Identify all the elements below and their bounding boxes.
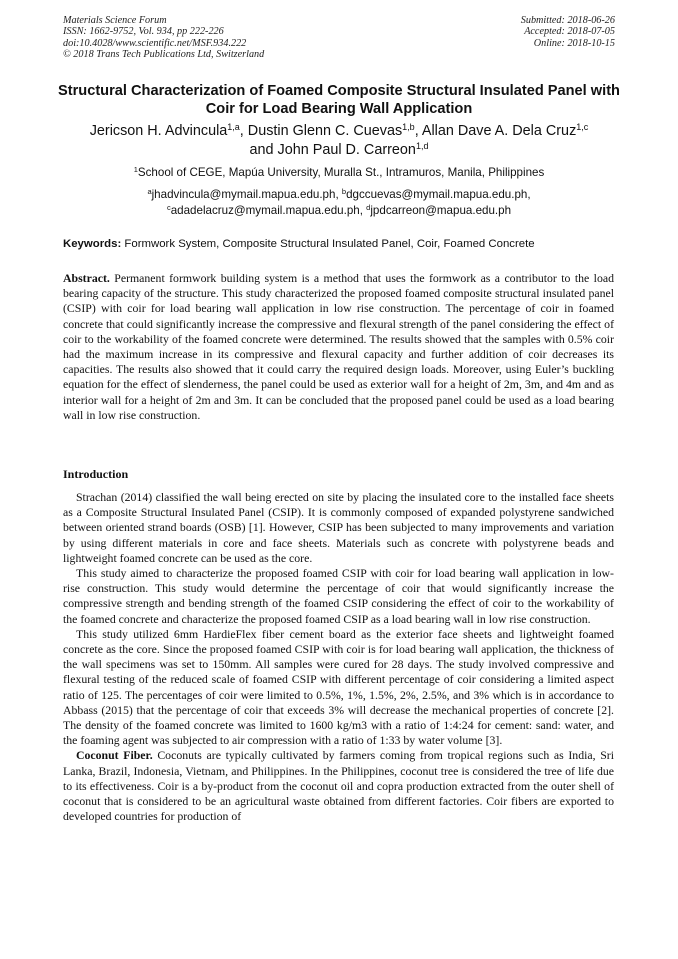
abstract-text: Permanent formwork building system is a method that uses the formwork as a contributor to the load bearing capacity of the structure. This study characterized the proposed foamed composite structural insulated panel (CSIP) with coir for load bearing wall application in low rise construction. The percentage of coir in foamed concrete that could significantly increase the compressive and flexural strength of the panel considering the effect of coir to the workability of the foamed concrete were determined. The results showed that the samples with 0.5% coir had the maximum increase in its compressive and flexural capacity and further addition of coir decreases its capacities. The results also showed that it could carry the required design loads. Moreover, using Euler’s buckling equation for the effect of slenderness, the panel could be used as exterior wall for a height of 2m, 3m, and 4m and as interior wall for a height of 2m and 3m. It can be concluded that the proposed panel could be used as a load bearing wall in low rise construction. (63, 271, 614, 422)
paragraph: Strachan (2014) classified the wall being erected on site by placing the insulated core to the installed face sheets as a Composite Structural Insulated Panel (CSIP). It is commonly composed of expanded polystyrene sandwiched between oriented strand boards (OSB) [1]. However, CSIP has been subjected to many improvements and variation by using different materials in core and face sheets. Materials such as concrete with polystyrene beads and lightweight foamed concrete can be used as the core. (63, 490, 614, 565)
section-heading-introduction: Introduction (63, 467, 129, 481)
author-name: Jericson H. Advincula (89, 123, 228, 139)
keywords-label: Keywords: (63, 238, 122, 250)
journal-doi: doi:10.4028/www.scientific.net/MSF.934.222 (63, 37, 247, 49)
online-date: Online: 2018-10-15 (533, 37, 615, 49)
author-affiliation-mark: 1,a (227, 122, 240, 132)
journal-copyright: © 2018 Trans Tech Publications Ltd, Switzerland (63, 49, 265, 61)
journal-issn: ISSN: 1662-9752, Vol. 934, pp 222-226 (63, 26, 224, 38)
author-emails: $^a$jhadvincula@mymail.mapua.edu.ph, $^b$dgccuevas@mymail.mapua.edu.ph, $^c$adadelacruz@mymail.mapua.edu.ph, $^d$jpdcarreon@mapua.edu.ph (147, 187, 531, 217)
journal-info (63, 15, 264, 61)
paragraph: This study utilized 6mm HardieFlex fiber cement board as the exterior face sheets and lightweight foamed concrete as the core. Since the proposed foamed CSIP with coir is for load bearing wall application, the thickness of the wall specimens was set to 150mm. All samples were cured for 28 days. The study involved compressive and flexural testing of the reduced scale of foamed CSIP with different percentage of coir considering a limited aspect ratio of 125. The percentages of coir were limited to 0.5%, 1%, 1.5%, 2%, 2.5%, and 3% which is in accordance to Abbass (2015) that the percentage of coir that exceeds 3% will decrease the mechanical properties of concrete [2]. The density of the foamed concrete was limited to 1600 kg/m3 with a ratio of 1:4:24 for cement: sand: water, and the foaming agent was subjected to air compression with a ratio of 1:33 by water volume [3]. (63, 626, 614, 748)
author-affiliation-mark: 1,b (402, 122, 415, 132)
paper-title: Structural Characterization of Foamed Composite Structural Insulated Panel with Coir for Load Bearing Wall Application (58, 83, 620, 117)
email-link[interactable]: dgccuevas@mymail.mapua.edu.ph, (346, 188, 531, 201)
submitted-date: Submitted: 2018-06-26 (520, 15, 615, 26)
author-name: and John Paul D. Carreon (249, 142, 416, 158)
introduction-body (63, 490, 614, 824)
email-link[interactable]: adadelacruz@mymail.mapua.edu.ph, (170, 203, 367, 217)
keywords-text: Formwork System, Composite Structural Insulated Panel, Coir, Foamed Concrete (121, 238, 535, 250)
accepted-date: Accepted: 2018-07-05 (524, 26, 615, 38)
coconut-fiber-paragraph: Coconut Fiber. Coconuts are typically cultivated by farmers coming from tropical regions such as India, Sri Lanka, Brazil, Indonesia, Vietnam, and Philippines. In the Philippines, coconut tree is considered the tree of life due to its effectiveness. Coir is a by-product from the coconut oil and copra production extracted from the outer shell of coconut that is considered to be an agricultural waste obtained from different factories. Coir fibers are exported to developed countries for production of (63, 748, 614, 824)
paragraph: This study aimed to characterize the proposed foamed CSIP with coir for load bearing wall application in low-rise construction. This study would determine the percentage of coir that would significantly increase the compressive strength and bending strength of the foamed CSIP considering the effect of coir to the workability of the foamed concrete and characterize the proposed foamed CSIP as a load bearing wall in low rise construction. (63, 566, 614, 626)
keywords (63, 238, 623, 250)
affiliation: $^1$School of CEGE, Mapúa University, Muralla St., Intramuros, Manila, Philippines (133, 165, 545, 179)
journal-name: Materials Science Forum (63, 15, 167, 26)
author-name: Dustin Glenn C. Cuevas (247, 123, 403, 139)
abstract-label: Abstract. (63, 271, 110, 285)
abstract (63, 271, 614, 423)
email-link[interactable]: jhadvincula@mymail.mapua.edu.ph, (151, 188, 342, 201)
author-list: Jericson H. Advincula$^{1,a}$, Dustin Glenn C. Cuevas$^{1,b}$, Allan Dave A. Dela Cruz$^{1,c}$ and John Paul D. Carreon$^{1,d}$ (89, 122, 589, 158)
email-link[interactable]: jpdcarreon@mapua.edu.ph (370, 203, 512, 217)
author-affiliation-mark: 1,d (415, 141, 429, 151)
author-name: Allan Dave A. Dela Cruz (421, 123, 577, 139)
author-affiliation-mark: 1,c (576, 122, 589, 132)
submission-dates (521, 15, 615, 49)
coconut-fiber-label: Coconut Fiber. (76, 748, 153, 763)
